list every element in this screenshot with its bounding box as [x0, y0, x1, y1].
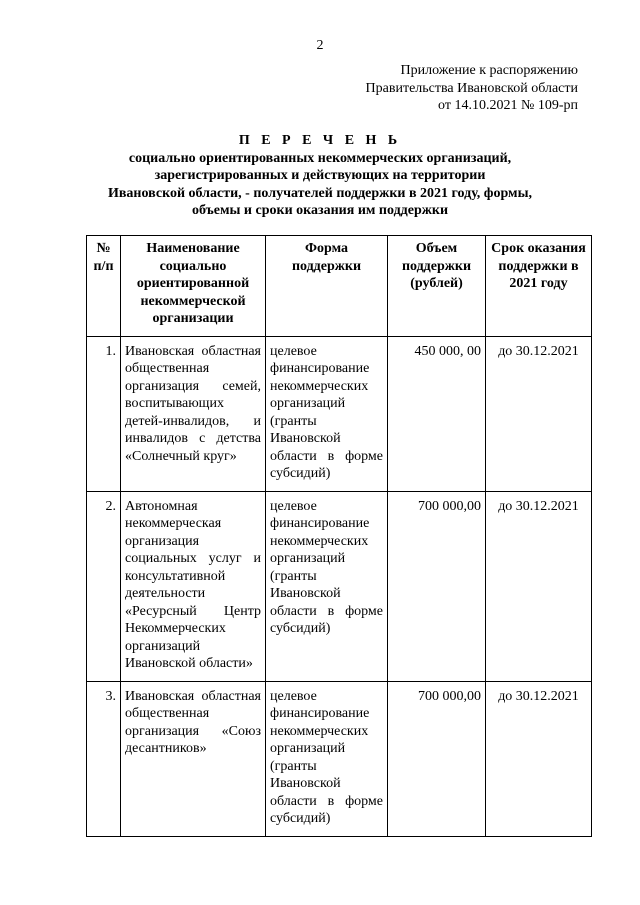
page-number: 2	[316, 38, 324, 53]
table-header-row	[87, 236, 592, 337]
organizations-table	[86, 235, 592, 837]
title-line-1: социально ориентированных некоммерческих организаций,	[128, 150, 512, 166]
cell-name: Автономная некоммерческая организация социальных услуг и консультативной деятельности «Ресурсный Центр Некоммерческих организаций Ивановской области»	[121, 491, 266, 681]
document-title	[62, 132, 578, 220]
table-row	[87, 336, 592, 491]
title-line-4: объемы и сроки оказания им поддержки	[191, 203, 449, 218]
appendix-line-2: Правительства Ивановской области	[365, 80, 578, 96]
cell-term: до 30.12.2021	[486, 681, 592, 836]
table-row	[87, 681, 592, 836]
cell-num: 1.	[87, 336, 121, 491]
cell-num: 3.	[87, 681, 121, 836]
cell-name: Ивановская областная общественная организация семей, воспитывающих детей-инвалидов, и инвалидов с детства «Солнечный круг»	[121, 336, 266, 491]
cell-amount: 700 000,00	[388, 681, 486, 836]
appendix-block	[298, 62, 578, 115]
cell-amount: 450 000, 00	[388, 336, 486, 491]
cell-term: до 30.12.2021	[486, 491, 592, 681]
title-line-2: зарегистрированных и действующих на территории	[154, 168, 486, 183]
header-num: № п/п	[87, 236, 121, 337]
cell-name: Ивановская областная общественная организация «Союз десантников»	[121, 681, 266, 836]
cell-num: 2.	[87, 491, 121, 681]
header-amount: Объем поддержки (рублей)	[388, 236, 486, 337]
cell-form: целевое финансирование некоммерческих организаций (гранты Ивановской области в форме субсидий)	[266, 491, 388, 681]
cell-form: целевое финансирование некоммерческих организаций (гранты Ивановской области в форме субсидий)	[266, 336, 388, 491]
appendix-line-3: от 14.10.2021 № 109-рп	[438, 98, 578, 113]
appendix-line-1: Приложение к распоряжению	[400, 63, 578, 78]
header-term: Срок оказания поддержки в 2021 году	[486, 236, 592, 337]
header-form: Форма поддержки	[266, 236, 388, 337]
title-heading: П Е Р Е Ч Е Н Ь	[238, 133, 402, 148]
cell-amount: 700 000,00	[388, 491, 486, 681]
header-name: Наименование социально ориентированной некоммерческой организации	[121, 236, 266, 337]
cell-form: целевое финансирование некоммерческих организаций (гранты Ивановской области в форме субсидий)	[266, 681, 388, 836]
cell-term: до 30.12.2021	[486, 336, 592, 491]
title-line-3: Ивановской области, - получателей поддержки в 2021 году, формы,	[107, 185, 533, 201]
table-row	[87, 491, 592, 681]
